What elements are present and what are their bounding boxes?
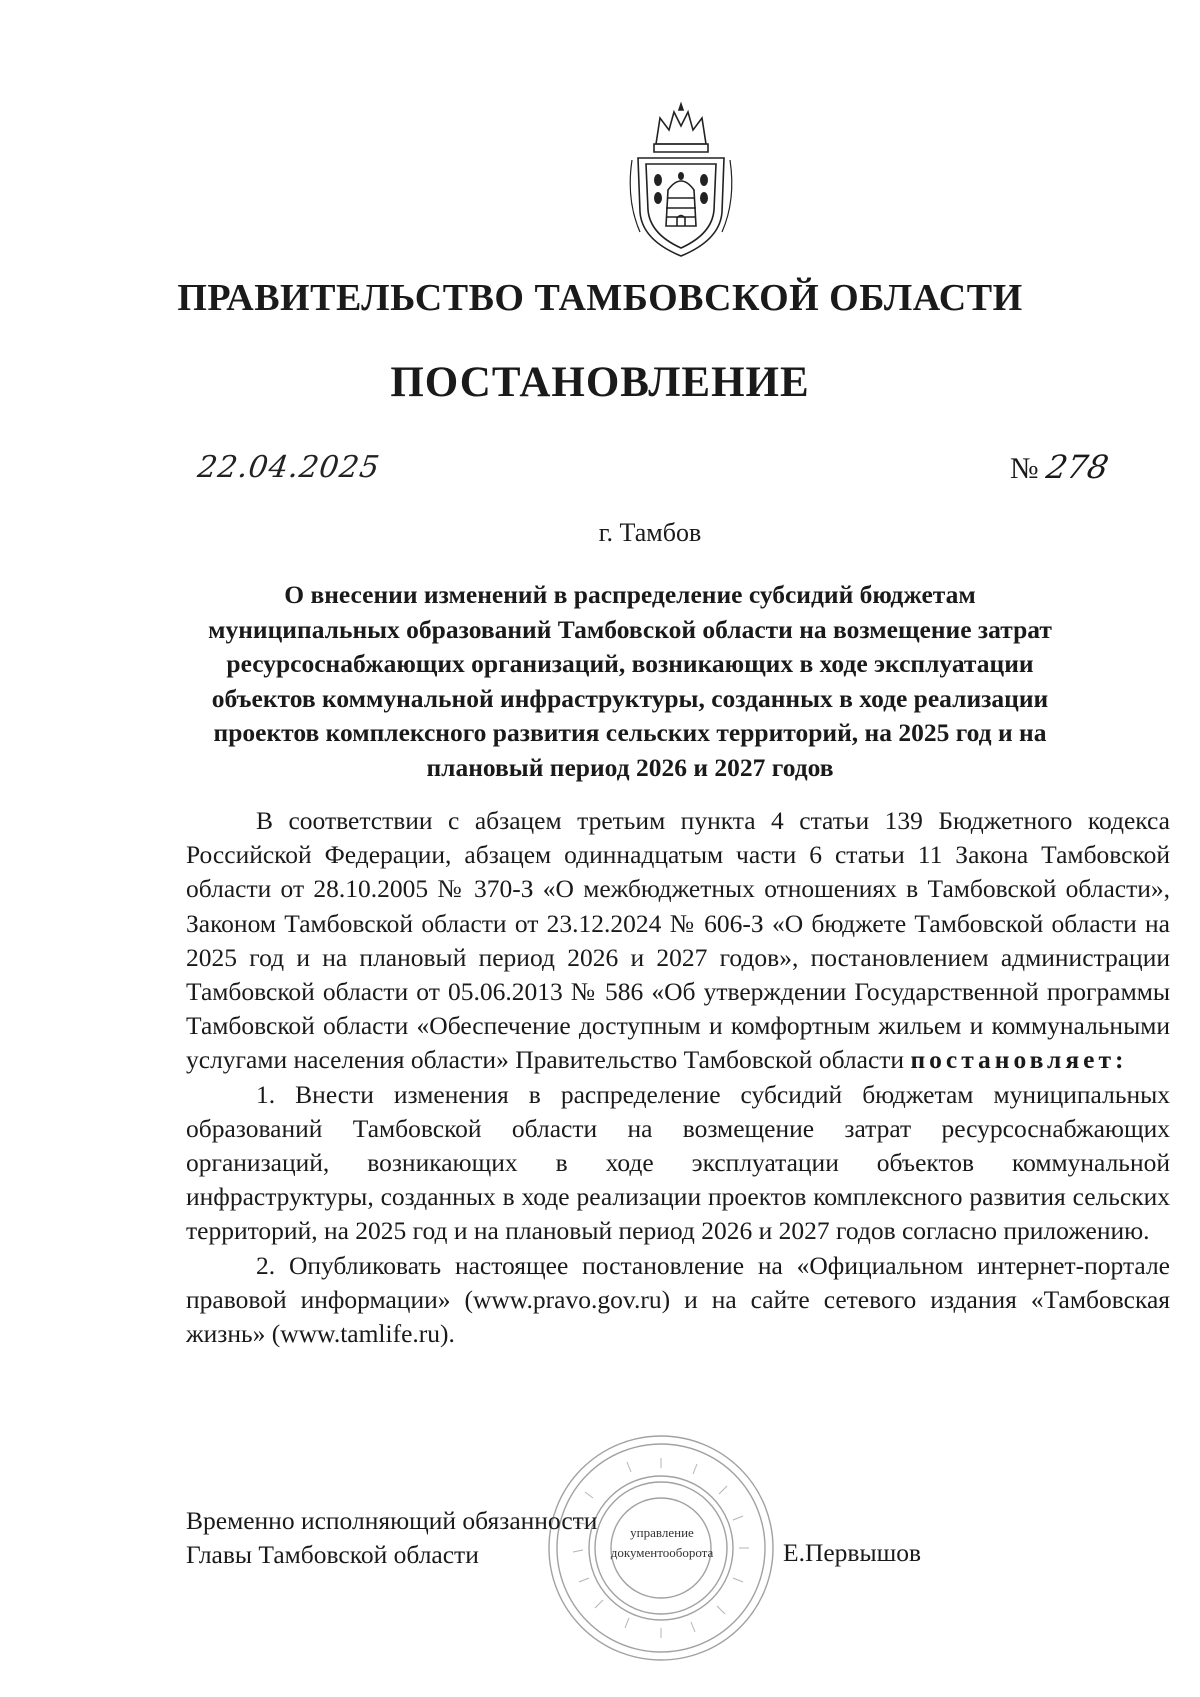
coat-of-arms-emblem [622, 100, 740, 262]
subject-line: плановый период 2026 и 2027 годов [426, 752, 834, 782]
document-date: 22.04.2025 [195, 450, 383, 485]
signatory-position-line: Временно исполняющий обязанности [186, 1506, 598, 1535]
decree-word: постановляет [910, 1045, 1115, 1075]
document-subject [150, 578, 1110, 785]
number-value: 278 [1043, 448, 1112, 486]
city-line: г. Тамбов [598, 518, 702, 547]
signatory-position [186, 1504, 597, 1572]
item-2-paragraph: 2. Опубликовать настоящее постановление на «Официальном интернет-портале правовой информации» (www.pravo.gov.ru) и на сайте сетевого издания «Тамбовская жизнь» (www.tamlife.ru). [186, 1250, 1170, 1349]
signatory-position-line: Главы Тамбовской области [186, 1540, 479, 1569]
document-number [1010, 448, 1112, 486]
subject-line: муниципальных образований Тамбовской области на возмещение затрат [208, 614, 1052, 644]
number-sign: № [1010, 452, 1039, 485]
government-title: ПРАВИТЕЛЬСТВО ТАМБОВСКОЙ ОБЛАСТИ [177, 277, 1023, 319]
decree-colon: : [1115, 1045, 1124, 1075]
subject-line: объектов коммунальной инфраструктуры, созданных в ходе реализации [211, 683, 1049, 713]
item-1-paragraph: 1. Внести изменения в распределение субсидий бюджетам муниципальных образований Тамбовской области на возмещение затрат ресурсоснабжающих организаций, возникающих в ходе эксплуатации объектов коммунальной инфраструктуры, созданных в ходе реализации проектов комплексного развития сельских территорий, на 2025 год и на плановый период 2026 и 2027 годов согласно приложению. [186, 1079, 1170, 1246]
subject-line: проектов комплексного развития сельских территорий, на 2025 год и на [213, 718, 1047, 747]
signatory-name: Е.Первышов [783, 1538, 922, 1567]
preamble-paragraph [186, 804, 1170, 1078]
document-body [186, 804, 1170, 1351]
subject-line: ресурсоснабжающих организаций, возникающих в ходе эксплуатации [226, 649, 1034, 678]
subject-line: О внесении изменений в распределение субсидий бюджетам [284, 580, 976, 609]
stamp-label-bottom: документооборота [610, 1545, 714, 1560]
stamp-label-top: управление [630, 1525, 694, 1540]
document-type-heading: ПОСТАНОВЛЕНИЕ [390, 359, 810, 406]
preamble-text: В соответствии с абзацем третьим пункта 4 статьи 139 Бюджетного кодекса Российской Федерации, абзацем одиннадцатым части 6 статьи 11 Закона Тамбовской области от 28.10.2005 № 370-З «О межбюджетных отношениях в Тамбовской области», Законом Тамбовской области от 23.12.2024 № 606-З «О бюджете Тамбовской области на 2025 год и на плановый период 2026 и 2027 годов», постановлением администрации Тамбовской области от 05.06.2013 № 586 «Об утверждении Государственной программы Тамбовской области «Обеспечение доступным и комфортным жильем и коммунальными услугами населения области» Правительство Тамбовской области [186, 806, 1170, 1075]
